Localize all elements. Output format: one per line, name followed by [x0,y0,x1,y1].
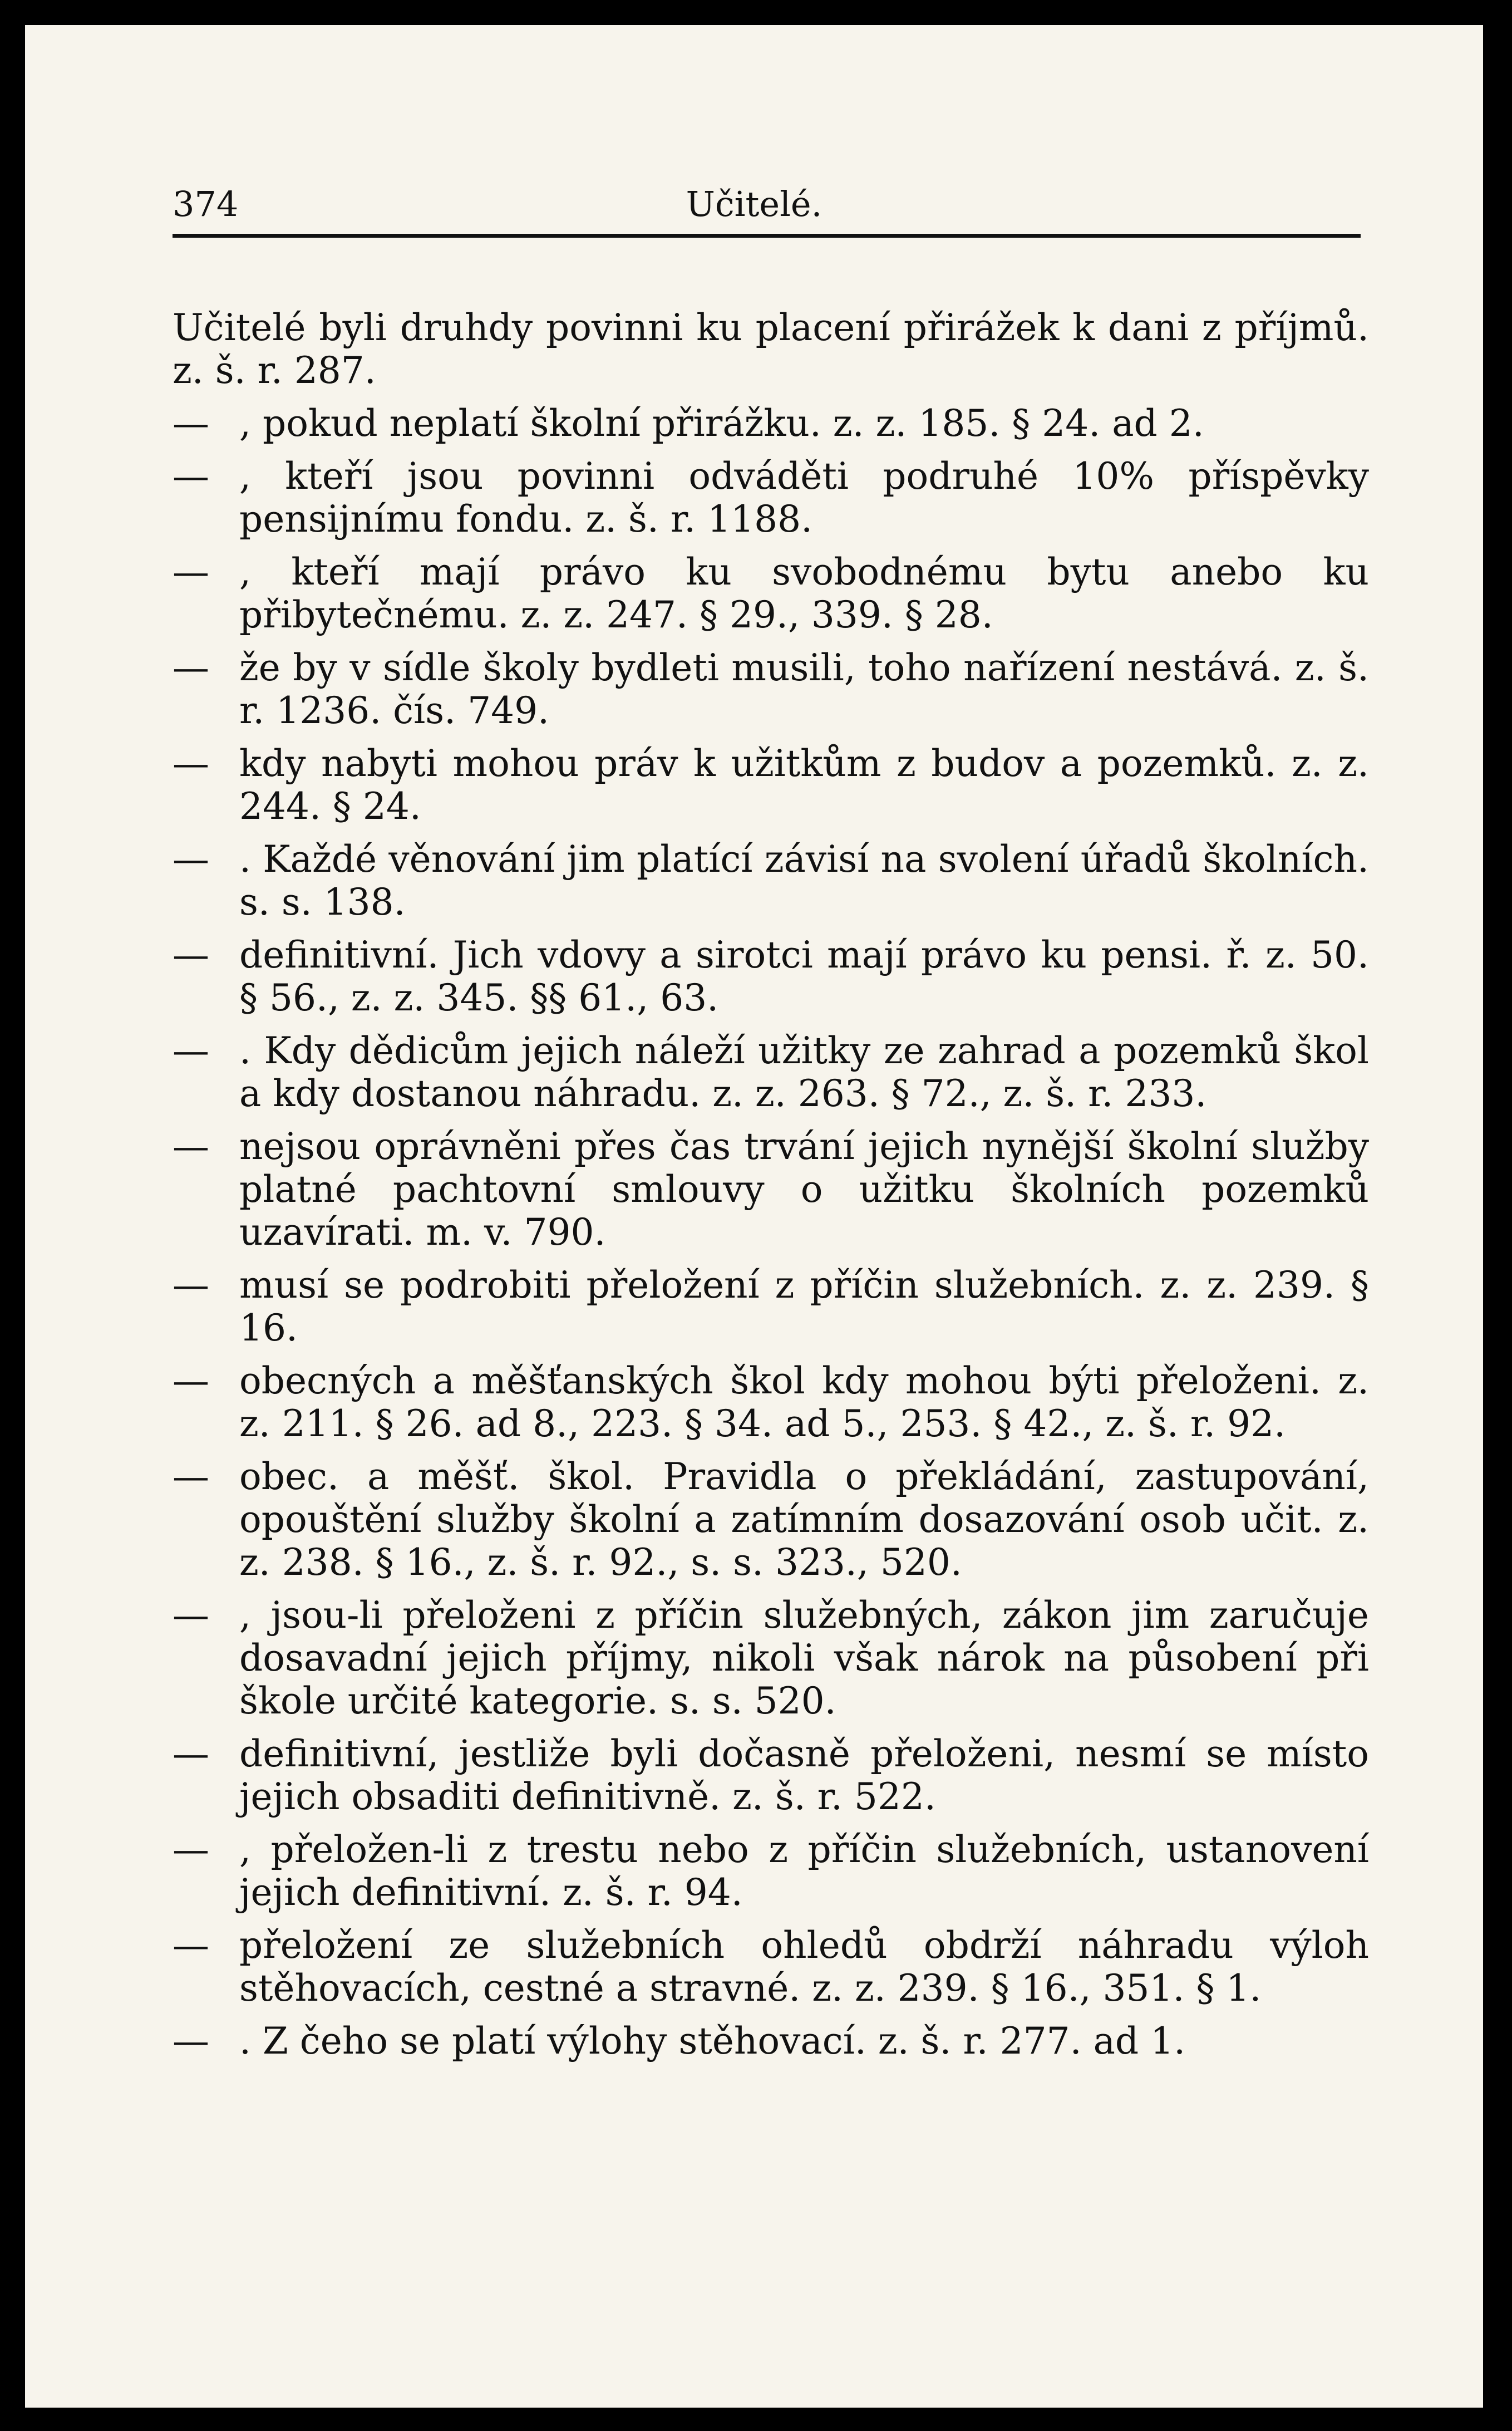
entry-dash: — [173,402,209,445]
entry-dash: — [173,1029,209,1072]
entry-text: definitivní, jestliže byli dočasně přeloženi, nesmí se místo jejich obsaditi definitivně. z. š. r. 522. [239,1732,1369,1818]
index-entry [173,1029,1369,1115]
entry-dash: — [173,1732,209,1775]
entry-text: , kteří mají právo ku svobodnému bytu anebo ku přibytečnému. z. z. 247. § 29., 339. § 28. [239,551,1369,636]
entry-dash: — [173,1264,209,1307]
entry-dash: — [173,1125,209,1168]
entry-dash: — [173,2020,209,2062]
entry-dash: — [173,1359,209,1402]
index-entry [173,1732,1369,1818]
entry-text: musí se podrobiti přeložení z příčin služebních. z. z. 239. § 16. [239,1264,1369,1349]
running-header: Učitelé. [686,184,823,224]
index-entry [173,402,1369,445]
index-entry [173,1455,1369,1584]
entry-dash: — [173,646,209,689]
page-number: 374 [173,184,239,224]
index-entry [173,551,1369,636]
entry-dash: — [173,455,209,498]
entry-dash: — [173,838,209,881]
entry-dash: — [173,1924,209,1967]
entry-dash: — [173,551,209,593]
index-entry [173,1594,1369,1722]
entry-dash: — [173,934,209,976]
entry-dash: — [173,1828,209,1871]
entry-text: přeložení ze služebních ohledů obdrží náhradu výloh stěhovacích, cestné a stravné. z. z. 239. § 16., 351. § 1. [239,1924,1369,2010]
index-entry [173,455,1369,541]
entry-dash: — [173,1594,209,1637]
index-entry [173,2020,1369,2062]
entry-text: , pokud neplatí školní přirážku. z. z. 185. § 24. ad 2. [239,402,1204,445]
header-rule [173,234,1361,238]
index-entries [173,306,1369,2073]
index-entry [173,1264,1369,1349]
entry-dash: — [173,1455,209,1498]
entry-text: , přeložen-li z trestu nebo z příčin služebních, ustanovení jejich definitivní. z. š. r. 94. [239,1828,1369,1914]
index-entry [173,306,1369,392]
entry-text: , jsou-li přeloženi z příčin služebných, zákon jim zaručuje dosavadní jejich příjmy, nikoli však nárok na působení při škole určité kategorie. s. s. 520. [239,1594,1369,1722]
entry-text: . Z čeho se platí výlohy stěhovací. z. š. r. 277. ad 1. [239,2020,1186,2062]
index-entry [173,934,1369,1019]
book-page [25,25,1483,2408]
entry-text: Učitelé byli druhdy povinni ku placení přirážek k dani z příjmů. z. š. r. 287. [173,306,1369,392]
index-entry [173,1125,1369,1254]
index-entry [173,1924,1369,2010]
entry-text: , kteří jsou povinni odváděti podruhé 10% příspěvky pensijnímu fondu. z. š. r. 1188. [239,455,1369,541]
entry-text: obec. a měšť. škol. Pravidla o překládání, zastupování, opouštění služby školní a zatímním dosazování osob učit. z. z. 238. § 16., z. š. r. 92., s. s. 323., 520. [239,1455,1369,1584]
index-entry [173,742,1369,828]
entry-dash: — [173,742,209,785]
entry-text: . Kdy dědicům jejich náleží užitky ze zahrad a pozemků škol a kdy dostanou náhradu. z. z. 263. § 72., z. š. r. 233. [239,1029,1369,1115]
entry-text: definitivní. Jich vdovy a sirotci mají právo ku pensi. ř. z. 50. § 56., z. z. 345. §§ 61., 63. [239,934,1369,1019]
index-entry [173,838,1369,924]
entry-text: obecných a měšťanských škol kdy mohou býti přeloženi. z. z. 211. § 26. ad 8., 223. § 34. ad 5., 253. § 42., z. š. r. 92. [239,1359,1369,1445]
index-entry [173,1828,1369,1914]
entry-text: nejsou oprávněni přes čas trvání jejich nynější školní služby platné pachtovní smlouvy o užitku školních pozemků uzavírati. m. v. 790. [239,1125,1369,1254]
index-entry [173,1359,1369,1445]
entry-text: kdy nabyti mohou práv k užitkům z budov a pozemků. z. z. 244. § 24. [239,742,1369,828]
entry-text: . Každé věnování jim platící závisí na svolení úřadů školních. s. s. 138. [239,838,1369,924]
index-entry [173,646,1369,732]
entry-text: že by v sídle školy bydleti musili, toho nařízení nestává. z. š. r. 1236. čís. 749. [239,646,1369,732]
